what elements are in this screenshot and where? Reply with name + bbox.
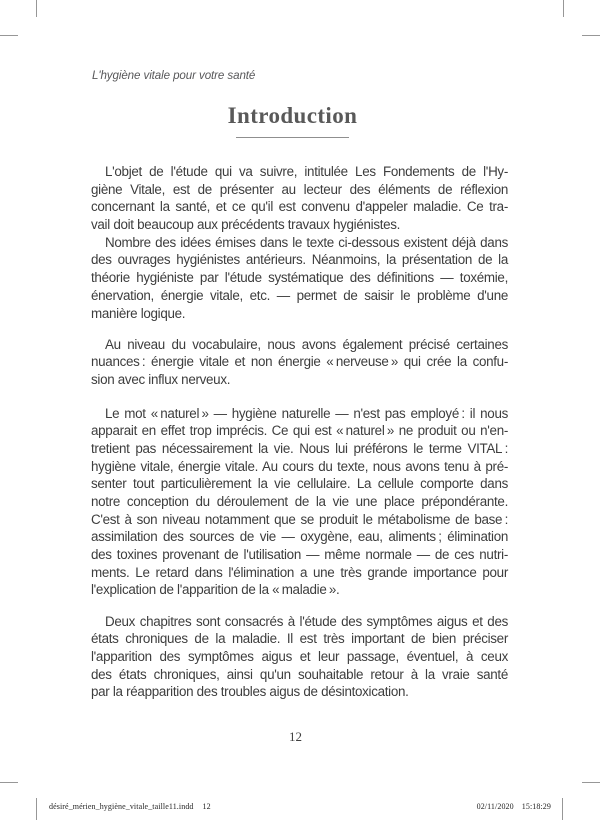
- text-line: des toxines provenant de l'utilisation — même normale — de ces nutri-: [91, 547, 508, 562]
- slug-line-left: [49, 802, 211, 811]
- text-line: par la réapparition des troubles aigus de désintoxication.: [91, 684, 409, 700]
- crop-mark-bottom-left-vertical: [36, 798, 37, 820]
- text-line: l'apparition des symptômes aigus et leur passage, éventuel, à ceux: [91, 648, 508, 664]
- text-line: senter tout particulièrement la vie cellulaire. La cellule comporte dans: [91, 476, 508, 492]
- slug-date: 02/11/2020: [476, 802, 514, 811]
- text-line: L'objet de l'étude qui va suivre, intitulée Les Fondements de l'Hy-: [105, 164, 508, 179]
- text-line: nuances : énergie vitale et non énergie « nerveuse » qui crée la confu-: [91, 354, 508, 370]
- crop-mark-bottom-right-horizontal: [582, 782, 600, 783]
- text-line: des états chroniques, ainsi qu'un souhaitable retour à la vraie santé: [91, 666, 508, 682]
- slug-filename: désiré_mérien_hygiène_vitale_taille11.indd: [49, 802, 194, 811]
- paragraph: [91, 613, 508, 701]
- text-line: giène Vitale, est de présenter au lecteur des éléments de réflexion: [91, 181, 508, 197]
- text-line: ments. Le retard dans l'élimination a une très grande importance pour: [91, 564, 508, 580]
- crop-mark-top-left-vertical: [36, 0, 37, 17]
- text-line: énervation, énergie vitale, etc. — permet de saisir le problème d'une: [91, 287, 508, 303]
- text-line: apparait en effet trop imprécis. Ce qui est « naturel » ne produit ou n'en-: [91, 423, 508, 439]
- crop-mark-bottom-left-horizontal: [0, 782, 18, 783]
- text-line: manière logique.: [91, 305, 186, 321]
- text-line: C'est à son niveau notamment que se produit le métabolisme de base :: [91, 511, 508, 527]
- crop-mark-top-right-vertical: [563, 0, 564, 17]
- text-line: vail doit beaucoup aux précédents travaux hygiénistes.: [91, 217, 401, 233]
- slug-line-right: [477, 802, 551, 811]
- text-line: Le mot « naturel » — hygiène naturelle — n'est pas employé : il nous: [105, 405, 508, 421]
- text-line: états chroniques de la maladie. Il est très important de bien préciser: [91, 631, 508, 647]
- page-number: 12: [289, 729, 302, 744]
- text-line: l'explication de l'apparition de la « maladie ».: [91, 582, 340, 598]
- text-line: sion avec influx nerveux.: [91, 371, 231, 387]
- text-line: des ouvrages hygiénistes antérieurs. Néanmoins, la présentation de la: [91, 252, 508, 268]
- running-header: L'hygiène vitale pour votre santé: [92, 69, 256, 82]
- crop-mark-top-left-horizontal: [0, 35, 18, 36]
- slug-time: 15:18:29: [521, 802, 551, 811]
- text-line: Au niveau du vocabulaire, nous avons également précisé certaines: [105, 336, 508, 352]
- text-line: Nombre des idées émises dans le texte ci-dessous existent déjà dans: [105, 234, 508, 250]
- page-title: Introduction: [227, 103, 358, 128]
- text-line: notre conception du déroulement de la vie une place prépondérante.: [91, 493, 508, 509]
- paragraph: [91, 234, 508, 322]
- text-line: assimilation des sources de vie — oxygène, eau, aliments ; élimination: [91, 529, 508, 545]
- crop-mark-top-right-horizontal: [582, 35, 600, 36]
- text-line: hygiène vitale, énergie vitale. Au cours du texte, nous avons tenu à pré-: [91, 458, 508, 474]
- text-line: Deux chapitres sont consacrés à l'étude des symptômes aigus et des: [105, 613, 508, 629]
- title-divider-rule: [236, 137, 349, 138]
- slug-page-number: 12: [202, 802, 211, 811]
- text-line: tretient pas nécessairement la vie. Nous lui préférons le terme VITAL :: [91, 440, 508, 456]
- crop-mark-bottom-right-vertical: [562, 798, 563, 820]
- text-line: concernant la santé, et ce qu'il est convenu d'appeler maladie. Ce tra-: [91, 199, 508, 215]
- paragraph: [91, 163, 508, 234]
- text-line: théorie hygiéniste par l'étude systématique des définitions — toxémie,: [91, 270, 508, 286]
- paragraph: [91, 405, 508, 600]
- paragraph: [91, 336, 508, 389]
